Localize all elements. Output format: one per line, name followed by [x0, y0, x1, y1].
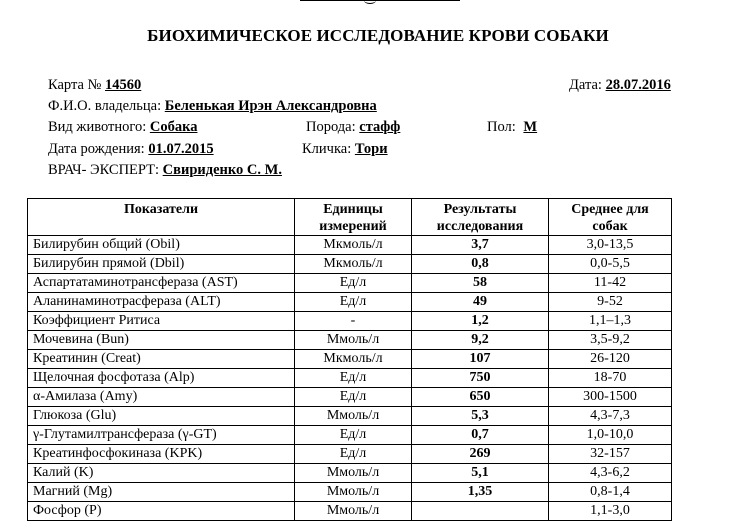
sex-label: Пол:	[487, 119, 516, 135]
param-name: Магний (Mg)	[28, 483, 295, 502]
table-row	[28, 293, 672, 312]
vet-value: Свириденко С. М.	[162, 162, 282, 178]
unit-cell: Ммоль/л	[295, 502, 412, 521]
birth-line	[48, 141, 214, 158]
result-cell: 750	[412, 369, 549, 388]
result-cell: 49	[412, 293, 549, 312]
result-cell: 269	[412, 445, 549, 464]
unit-cell: Ммоль/л	[295, 331, 412, 350]
vet-label: ВРАЧ- ЭКСПЕРТ:	[48, 162, 160, 178]
sex-line	[487, 119, 537, 136]
owner-label: Ф.И.О. владельца:	[48, 98, 162, 114]
norm-cell: 3,5-9,2	[549, 331, 672, 350]
table-row	[28, 331, 672, 350]
result-cell: 1,35	[412, 483, 549, 502]
param-name: α-Амилаза (Amy)	[28, 388, 295, 407]
unit-cell: Ед/л	[295, 274, 412, 293]
result-cell	[412, 502, 549, 521]
param-name: Коэффициент Ритиса	[28, 312, 295, 331]
page-title: БИОХИМИЧЕСКОЕ ИССЛЕДОВАНИЕ КРОВИ СОБАКИ	[147, 26, 609, 45]
norm-cell: 1,0-10,0	[549, 426, 672, 445]
table-row	[28, 502, 672, 521]
result-cell: 650	[412, 388, 549, 407]
unit-cell: Ед/л	[295, 293, 412, 312]
nickname-value: Тори	[354, 141, 388, 157]
result-cell: 5,1	[412, 464, 549, 483]
birth-value: 01.07.2015	[148, 141, 214, 157]
birth-label: Дата рождения:	[48, 141, 145, 157]
param-name: Билирубин прямой (Dbil)	[28, 255, 295, 274]
param-name: γ-Глутамилтрансфераза (γ-GT)	[28, 426, 295, 445]
norm-cell: 9-52	[549, 293, 672, 312]
nickname-line	[302, 141, 388, 158]
unit-cell: -	[295, 312, 412, 331]
norm-cell: 0,0-5,5	[549, 255, 672, 274]
results-table	[27, 198, 672, 521]
norm-cell: 26-120	[549, 350, 672, 369]
nickname-label: Кличка:	[302, 141, 352, 157]
breed-label: Порода:	[306, 119, 356, 135]
species-value: Собака	[149, 119, 198, 135]
card-number	[48, 77, 141, 94]
unit-cell: Мкмоль/л	[295, 255, 412, 274]
result-cell: 58	[412, 274, 549, 293]
norm-cell: 4,3-7,3	[549, 407, 672, 426]
date-value: 28.07.2016	[605, 77, 671, 93]
param-name: Щелочная фосфотаза (Alp)	[28, 369, 295, 388]
breed-value: стафф	[359, 119, 401, 135]
param-name: Креатинфосфокиназа (KPK)	[28, 445, 295, 464]
date-label: Дата:	[569, 77, 602, 93]
norm-cell: 4,3-6,2	[549, 464, 672, 483]
unit-cell: Ммоль/л	[295, 483, 412, 502]
param-name: Глюкоза (Glu)	[28, 407, 295, 426]
top-decoration-mark	[364, 0, 376, 4]
param-name: Аланинаминотрасфераза (ALT)	[28, 293, 295, 312]
table-row	[28, 388, 672, 407]
param-name: Фосфор (P)	[28, 502, 295, 521]
owner-value: Беленькая Ирэн Александровна	[164, 98, 377, 114]
breed-line	[306, 119, 400, 136]
norm-cell: 11-42	[549, 274, 672, 293]
unit-cell: Ед/л	[295, 369, 412, 388]
card-value: 14560	[105, 77, 142, 93]
table-row	[28, 445, 672, 464]
result-cell: 5,3	[412, 407, 549, 426]
header-norm: Среднее для собак	[549, 199, 672, 236]
header-units: Единицы измерений	[295, 199, 412, 236]
top-decoration-line	[300, 0, 460, 2]
report-date	[569, 77, 671, 94]
norm-cell: 1,1-3,0	[549, 502, 672, 521]
table-header-row	[28, 199, 672, 236]
card-label: Карта №	[48, 77, 102, 93]
header-result: Результаты исследования	[412, 199, 549, 236]
param-name: Мочевина (Bun)	[28, 331, 295, 350]
table-row	[28, 274, 672, 293]
sex-value: М	[523, 119, 538, 135]
owner-line	[48, 98, 377, 115]
result-cell: 107	[412, 350, 549, 369]
table-row	[28, 312, 672, 331]
table-row	[28, 236, 672, 255]
table-row	[28, 483, 672, 502]
species-line	[48, 119, 197, 136]
norm-cell: 32-157	[549, 445, 672, 464]
norm-cell: 18-70	[549, 369, 672, 388]
unit-cell: Мкмоль/л	[295, 350, 412, 369]
table-row	[28, 369, 672, 388]
table-row	[28, 426, 672, 445]
vet-line	[48, 162, 282, 179]
species-label: Вид животного:	[48, 119, 147, 135]
unit-cell: Ммоль/л	[295, 407, 412, 426]
unit-cell: Ммоль/л	[295, 464, 412, 483]
unit-cell: Ед/л	[295, 445, 412, 464]
param-name: Креатинин (Creat)	[28, 350, 295, 369]
unit-cell: Ед/л	[295, 426, 412, 445]
table-row	[28, 255, 672, 274]
result-cell: 1,2	[412, 312, 549, 331]
unit-cell: Мкмоль/л	[295, 236, 412, 255]
param-name: Билирубин общий (Obil)	[28, 236, 295, 255]
param-name: Аспартатаминотрансфераза (AST)	[28, 274, 295, 293]
norm-cell: 1,1–1,3	[549, 312, 672, 331]
table-row	[28, 350, 672, 369]
result-cell: 3,7	[412, 236, 549, 255]
unit-cell: Ед/л	[295, 388, 412, 407]
result-cell: 9,2	[412, 331, 549, 350]
table-row	[28, 464, 672, 483]
norm-cell: 0,8-1,4	[549, 483, 672, 502]
result-cell: 0,8	[412, 255, 549, 274]
result-cell: 0,7	[412, 426, 549, 445]
table-row	[28, 407, 672, 426]
norm-cell: 300-1500	[549, 388, 672, 407]
header-param: Показатели	[28, 199, 295, 236]
norm-cell: 3,0-13,5	[549, 236, 672, 255]
param-name: Калий (K)	[28, 464, 295, 483]
